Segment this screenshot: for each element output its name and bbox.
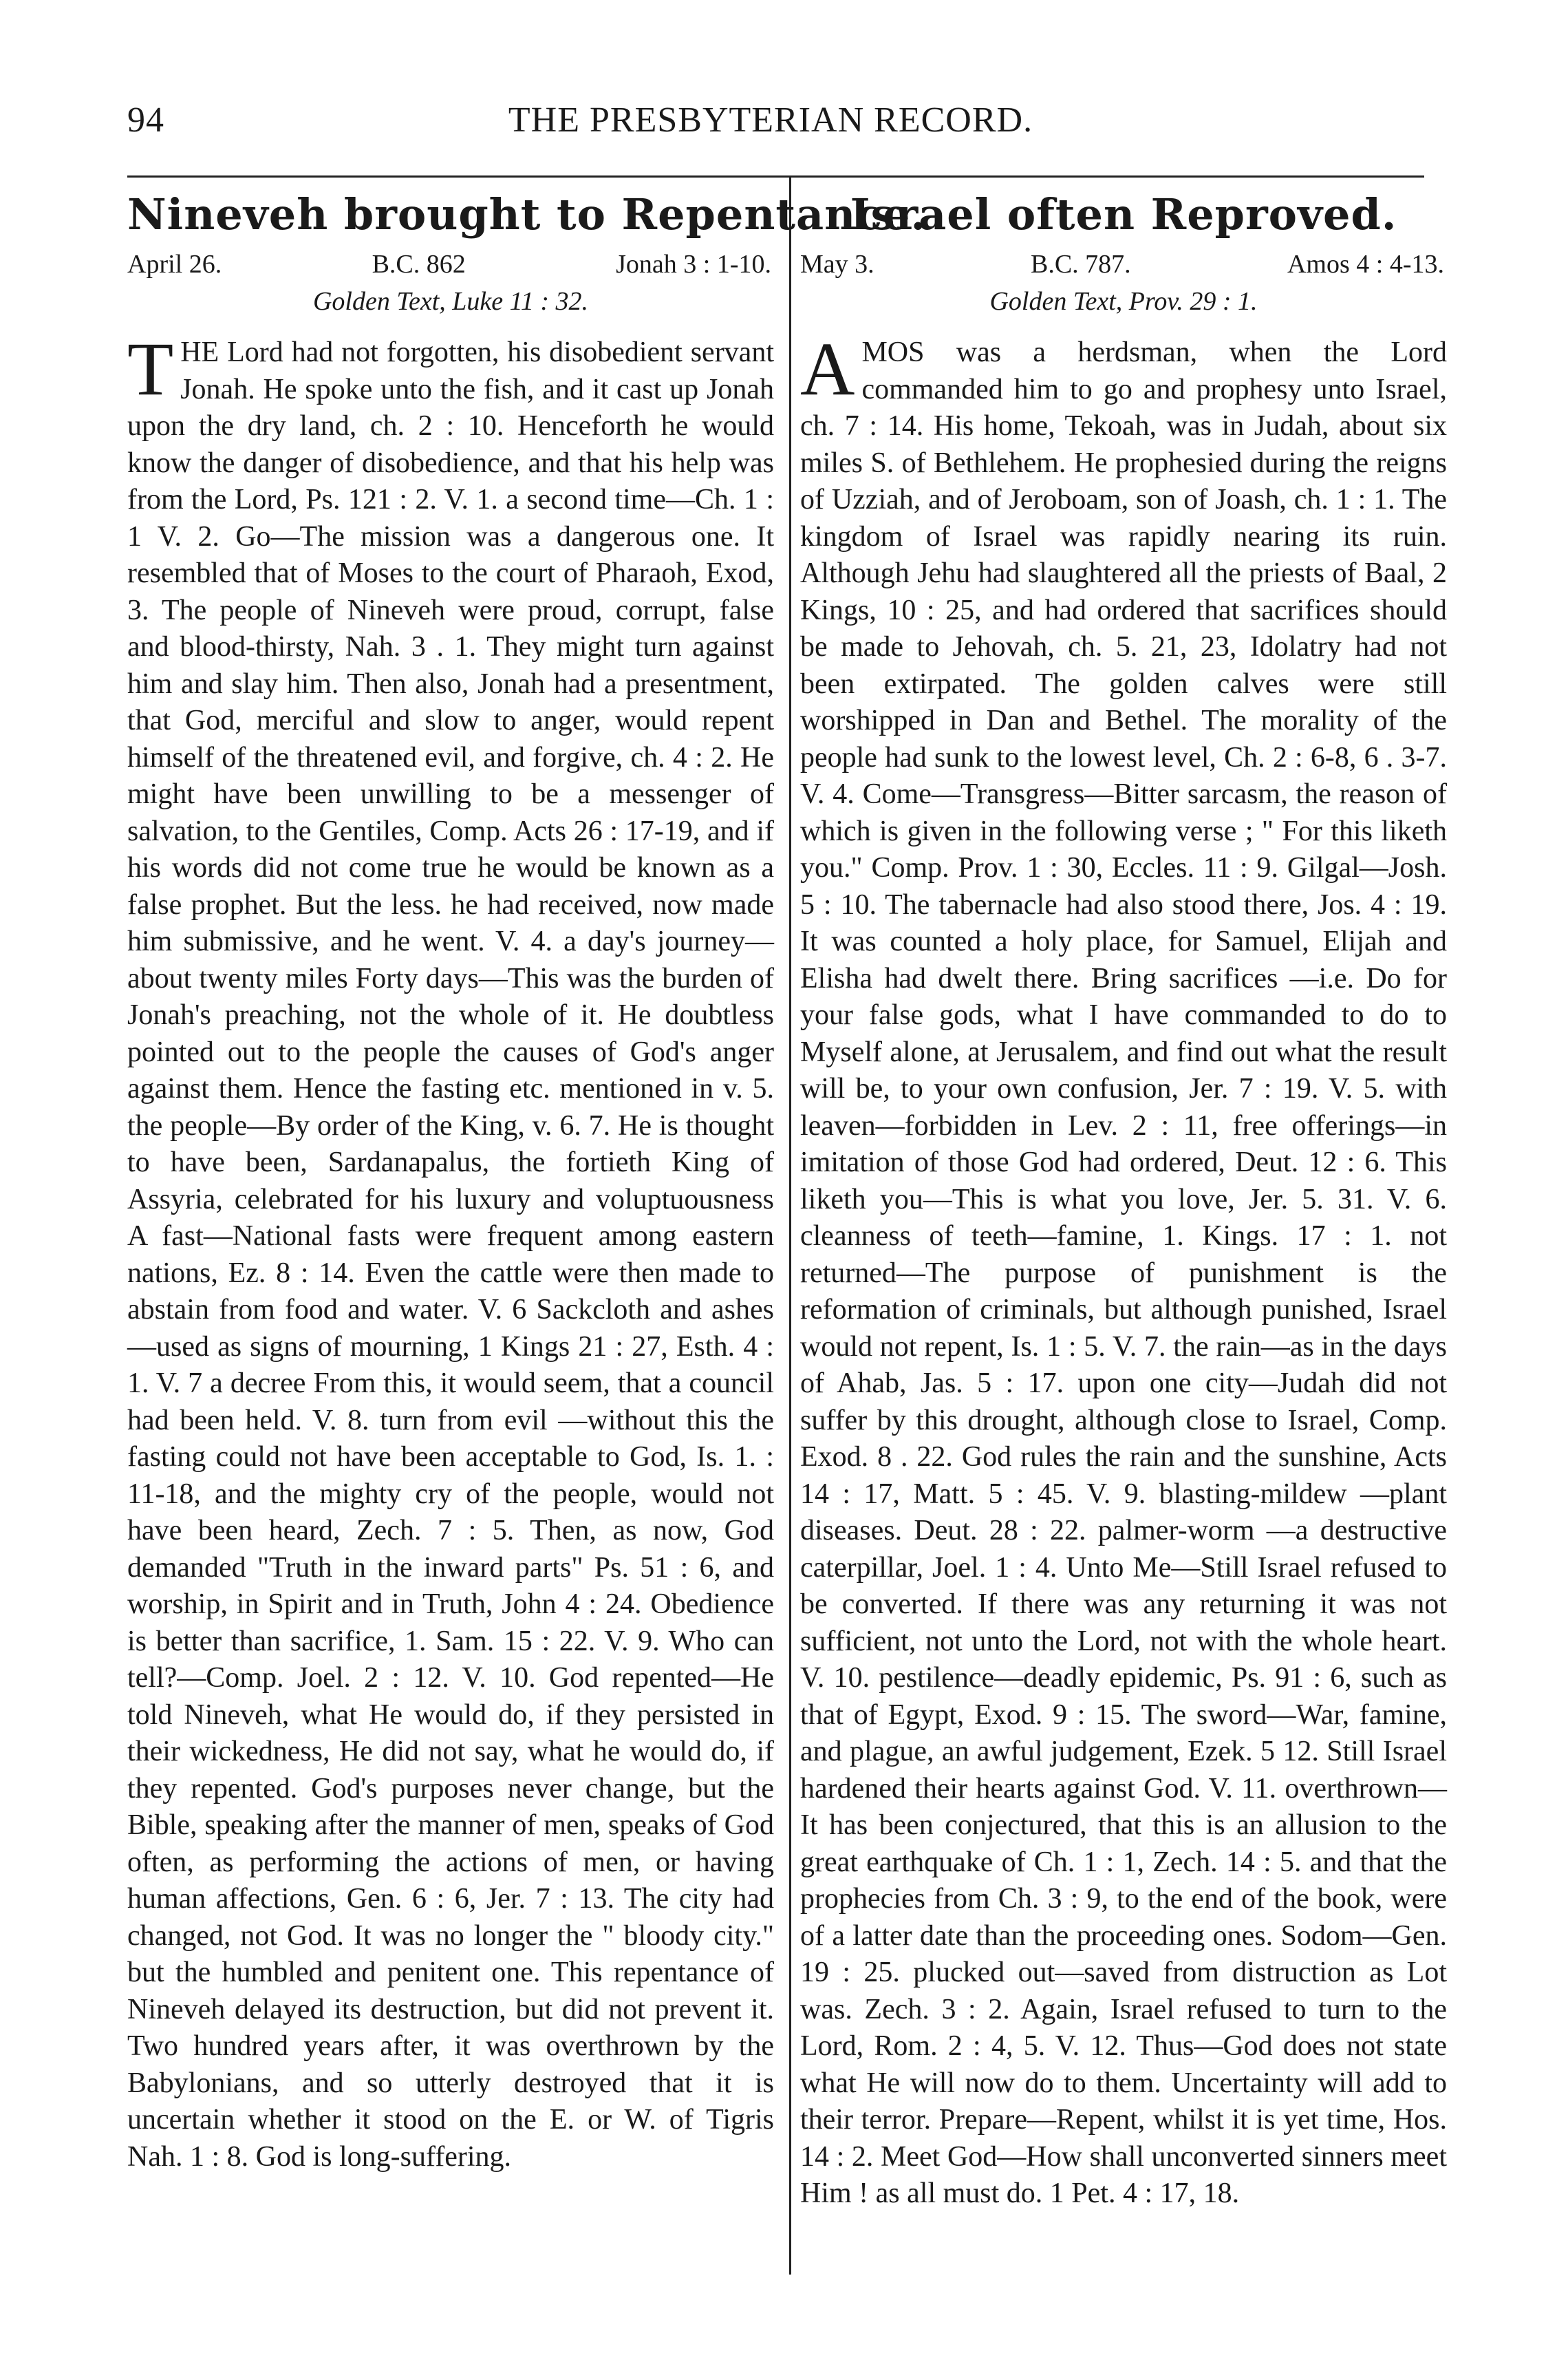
drop-cap: A [800, 327, 855, 411]
lesson-date: May 3. [800, 250, 874, 279]
lesson-meta [127, 249, 771, 279]
running-head [127, 100, 1414, 148]
lesson-title: Israel often Reproved. [850, 189, 1397, 239]
lesson-year: B.C. 787. [1030, 250, 1131, 279]
lesson-body-text: MOS was a herdsman, when the Lord commanded him to go and prophesy unto Israel, ch. 7 : 14. His home, Tekoah, was in Judah, about six miles S. of Bethlehem. He prophesied during the reigns of Uzziah, and of Jeroboam, son of Joash, ch. 1 : 1. The kingdom of Israel was rapidly nearing its ruin. Although Jehu had slaughtered all the priests of Baal, 2 Kings, 10 : 25, and had ordered that sacrifices should be made to Jehovah, ch. 5. 21, 23, Idolatry had not been extirpated. The golden calves were still worshipped in Dan and Bethel. The morality of the people had sunk to the lowest level, Ch. 2 : 6-8, 6 . 3-7. V. 4. Come—Transgress—Bitter sarcasm, the reason of which is given in the following verse ; " For this liketh you." Comp. Prov. 1 : 30, Eccles. 11 : 9. Gilgal—Josh. 5 : 10. The tabernacle had also stood there, Jos. 4 : 19. It was counted a holy place, for Samuel, Elijah and Elisha had dwelt there. Bring sacrifices —i.e. Do for your false gods, what I have commanded to do to Myself alone, at Jerusalem, and find out what the result will be, to your own confusion, Jer. 7 : 19. V. 5. with leaven—forbidden in Lev. 2 : 11, free offerings—in imitation of those God had ordered, Deut. 12 : 6. This liketh you—This is what you love, Jer. 5. 31. V. 6. cleanness of teeth—famine, 1. Kings. 17 : 1. not returned—The purpose of punishment is the reformation of criminals, but although punished, Israel would not repent, Is. 1 : 5. V. 7. the rain—as in the days of Ahab, Jas. 5 : 17. upon one city—Judah did not suffer by this drought, although close to Israel, Comp. Exod. 8 . 22. God rules the rain and the sunshine, Acts 14 : 17, Matt. 5 : 45. V. 9. blasting-mildew —plant diseases. Deut. 28 : 22. palmer-worm —a destructive caterpillar, Joel. 1 : 4. Unto Me—Still Israel refused to be converted. If there was any returning it was not sufficient, not unto the Lord, not with the whole heart. V. 10. pestilence—deadly epidemic, Ps. 91 : 6, such as that of Egypt, Exod. 9 : 15. The sword—War, famine, and plague, an awful judgement, Ezek. 5 12. Still Israel hardened their hearts against God. V. 11. overthrown—It has been conjectured, that this is an allusion to the great earthquake of Ch. 1 : 1, Zech. 14 : 5. and that the prophecies from Ch. 3 : 9, to the end of the book, were of a latter date than the proceeding ones. Sodom—Gen. 19 : 25. plucked out—saved from distruction as Lot was. Zech. 3 : 2. Again, Israel refused to turn to the Lord, Rom. 2 : 4, 5. V. 12. Thus—God does not state what He will now do to them. Uncertainty will add to their terror. Prepare—Repent, whilst it is yet time, Hos. 14 : 2. Meet God—How shall unconverted sinners meet Him ! as all must do. 1 Pet. 4 : 17, 18. [800, 337, 1447, 2209]
journal-title: THE PRESBYTERIAN RECORD. [508, 100, 1033, 140]
drop-cap: T [127, 327, 174, 411]
lesson-meta [800, 249, 1444, 279]
lesson-body [127, 327, 774, 2175]
lesson-column-right [800, 189, 1447, 2213]
lesson-year: B.C. 862 [372, 250, 466, 279]
lesson-reference: Amos 4 : 4-13. [1287, 250, 1444, 279]
header-rule [127, 175, 1424, 178]
lesson-body-text: HE Lord had not forgotten, his disobedient servant Jonah. He spoke unto the fish, and it cast up Jonah upon the dry land, ch. 2 : 10. Henceforth he would know the danger of disobedience, and that his help was from the Lord, Ps. 121 : 2. V. 1. a second time—Ch. 1 : 1 V. 2. Go—The mission was a dangerous one. It resembled that of Moses to the court of Pharaoh, Exod, 3. The people of Nineveh were proud, corrupt, false and blood-thirsty, Nah. 3 . 1. They might turn against him and slay him. Then also, Jonah had a presentment, that God, merciful and slow to anger, would repent himself of the threatened evil, and forgive, ch. 4 : 2. He might have been unwilling to be a messenger of salvation, to the Gentiles, Comp. Acts 26 : 17-19, and if his words did not come true he would be known as a false prophet. But the less. he had received, now made him submissive, and he went. V. 4. a day's journey—about twenty miles Forty days—This was the burden of Jonah's preaching, not the whole of it. He doubtless pointed out to the people the causes of God's anger against them. Hence the fasting etc. mentioned in v. 5. the people—By order of the King, v. 6. 7. He is thought to have been, Sardanapalus, the fortieth King of Assyria, celebrated for his luxury and voluptuousness A fast—National fasts were frequent among eastern nations, Ez. 8 : 14. Even the cattle were then made to abstain from food and water. V. 6 Sackcloth and ashes—used as signs of mourning, 1 Kings 21 : 27, Esth. 4 : 1. V. 7 a decree From this, it would seem, that a council had been held. V. 8. turn from evil —without this the fasting could not have been acceptable to God, Is. 1. : 11-18, and the mighty cry of the people, would not have been heard, Zech. 7 : 5. Then, as now, God demanded "Truth in the inward parts" Ps. 51 : 6, and worship, in Spirit and in Truth, John 4 : 24. Obedience is better than sacrifice, 1. Sam. 15 : 22. V. 9. Who can tell?—Comp. Joel. 2 : 12. V. 10. God repented—He told Nineveh, what He would do, if they persisted in their wickedness, He did not say, what he would do, if they repented. God's purposes never change, but the Bible, speaking after the manner of men, speaks of God often, as performing the actions of men, or having human affections, Gen. 6 : 6, Jer. 7 : 13. The city had changed, not God. It was no longer the " bloody city." but the humbled and penitent one. This repentance of Nineveh delayed its destruction, but did not prevent it. Two hundred years after, it was overthrown by the Babylonians, and so utterly destroyed that it is uncertain whether it stood on the E. or W. of Tigris Nah. 1 : 8. God is long-suffering. [127, 337, 774, 2173]
lesson-reference: Jonah 3 : 1-10. [616, 250, 771, 279]
lesson-date: April 26. [127, 250, 222, 279]
lesson-title: Nineveh brought to Repentance. [127, 189, 927, 239]
page-number: 94 [127, 100, 164, 140]
golden-text: Golden Text, Luke 11 : 32. [312, 287, 588, 316]
golden-text: Golden Text, Prov. 29 : 1. [989, 287, 1258, 316]
column-divider [789, 175, 791, 2275]
lesson-body [800, 327, 1447, 2213]
